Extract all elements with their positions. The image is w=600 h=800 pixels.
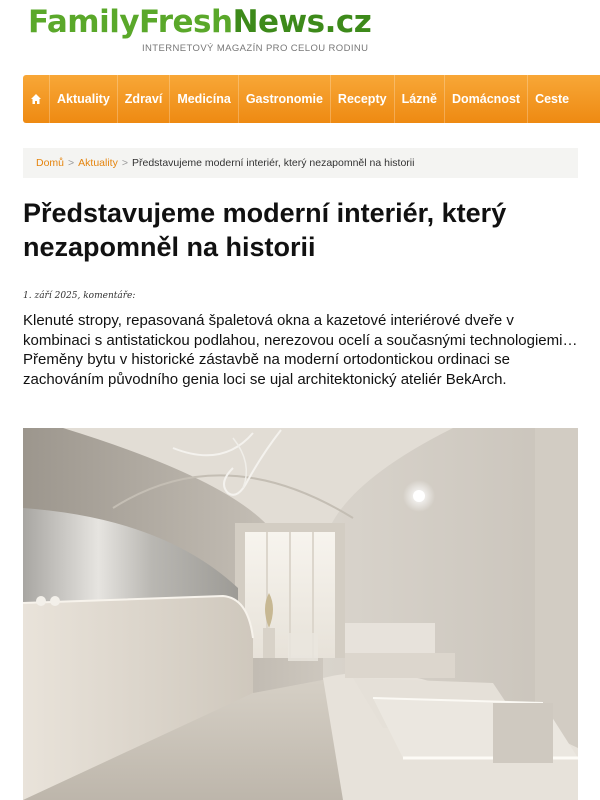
main-navigation — [23, 75, 600, 123]
breadcrumb-section-link[interactable]: Aktuality — [78, 157, 118, 169]
nav-item-domacnost[interactable]: Domácnost — [444, 75, 527, 123]
breadcrumb-separator: > — [68, 157, 75, 169]
nav-item-zdravi[interactable]: Zdraví — [117, 75, 170, 123]
site-header — [0, 0, 600, 70]
article-meta: 1. září 2025, komentáře: — [23, 291, 136, 301]
nav-item-medicina[interactable]: Medicína — [169, 75, 238, 123]
home-icon — [30, 93, 42, 105]
breadcrumb-separator: > — [121, 157, 128, 169]
site-tagline: INTERNETOVÝ MAGAZÍN PRO CELOU RODINU — [142, 43, 369, 54]
article-perex: Klenuté stropy, repasovaná špaletová okna a kazetové interiérové dveře v kombinaci s antistatickou podlahou, nerezovou ocelí a současnými technologiemi… Přeměny bytu v historické zástavbě na moderní ortodontickou ordinaci se zachováním původního genia loci se ujal architektonický ateliér BekArch. — [23, 312, 578, 388]
article-photo[interactable] — [23, 428, 578, 800]
breadcrumb-current: Představujeme moderní interiér, který nezapomněl na historii — [131, 157, 415, 169]
nav-home-button[interactable] — [23, 75, 49, 123]
breadcrumb-home-link[interactable]: Domů — [36, 157, 65, 169]
nav-item-gastronomie[interactable]: Gastronomie — [238, 75, 330, 123]
interior-photo — [23, 428, 578, 800]
nav-item-recepty[interactable]: Recepty — [330, 75, 394, 123]
site-logo[interactable]: FamilyFreshNews.cz — [28, 4, 372, 40]
nav-item-cestovani[interactable]: Ceste — [527, 75, 576, 123]
breadcrumb — [23, 148, 578, 178]
article-title: Představujeme moderní interiér, který nezapomněl na historii — [23, 198, 507, 262]
nav-item-aktuality[interactable]: Aktuality — [49, 75, 117, 123]
nav-item-lazne[interactable]: Lázně — [394, 75, 444, 123]
